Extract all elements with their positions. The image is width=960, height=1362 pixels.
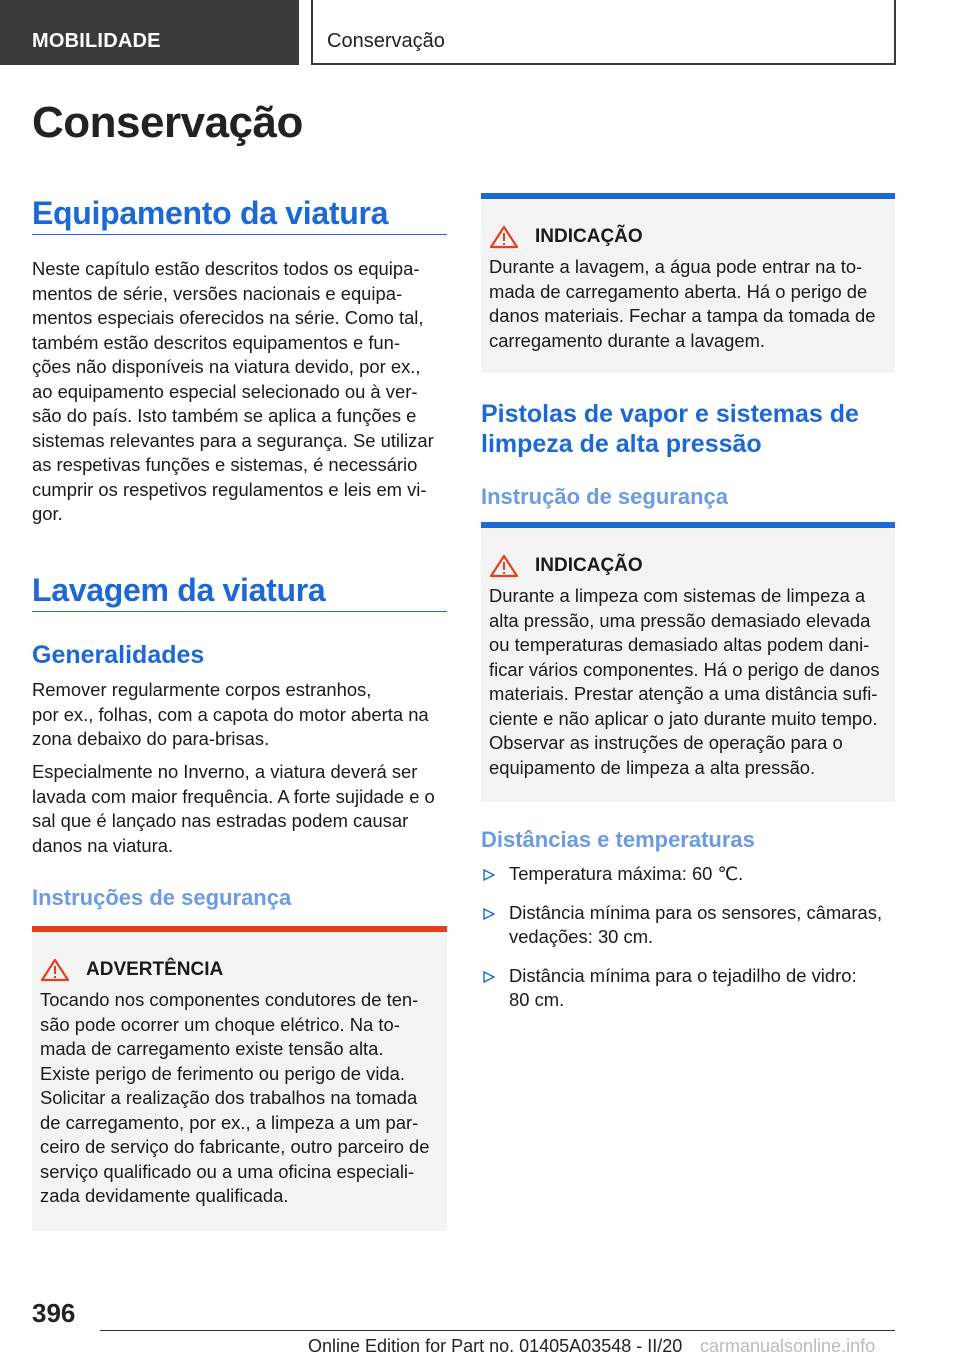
list-item: Distância mínima para o tejadilho de vidro: 80 cm.	[481, 964, 895, 1013]
note-box-pressure	[481, 522, 895, 802]
note-title: INDICAÇÃO	[535, 226, 643, 247]
footer-rule	[100, 1330, 895, 1331]
page-number: 396	[32, 1298, 76, 1328]
warning-text: Tocando nos componentes condutores de ten- são pode ocorrer um choque elétrico. Na to- mada de carregamento existe tensão alta. Existe perigo de ferimento ou perigo de vida. Solicitar a realização dos trabalhos na tomada de carregamento, por ex., a limpeza a um par- ceiro de serviço do fabricante, outro parceiro de serviço qualificado ou a uma oficina especiali- zada devidamente qualificada.	[40, 989, 430, 1206]
header-section-label: MOBILIDADE	[0, 0, 299, 65]
heading-equipment: Equipamento da viatura	[32, 195, 389, 231]
note-text: Durante a lavagem, a água pode entrar na to- mada de carregamento aberta. Há o perigo de danos materiais. Fechar a tampa da tomada de carregamento durante a lavagem.	[489, 256, 876, 351]
warning-triangle-icon	[489, 225, 519, 249]
heading-safety-instructions: Instruções de segurança	[32, 885, 292, 910]
paragraph-general-2: Especialmente no Inverno, a viatura deverá ser lavada com maior frequência. A forte sujidade e o sal que é lançado nas estradas podem causar danos na viatura.	[32, 761, 435, 856]
list-item: Temperatura máxima: 60 ℃.	[481, 862, 895, 887]
heading-distances: Distâncias e temperaturas	[481, 827, 755, 852]
heading-safety-instruction: Instrução de segurança	[481, 484, 728, 509]
footer-edition: Online Edition for Part no. 01405A03548 - II/20	[308, 1336, 683, 1356]
warning-box	[32, 926, 447, 1231]
warning-triangle-icon	[489, 554, 519, 578]
heading-rule	[32, 234, 447, 235]
bullet-triangle-icon	[483, 869, 495, 881]
paragraph-equipment: Neste capítulo estão descritos todos os equipa- mentos de série, versões nacionais e equipa- mentos especiais oferecidos na série. Como tal, também estão descritos equipamentos e fun- ções não disponíveis na viatura devido, por ex., ao equipamento especial selecionado ou à ver- são do país. Isto também se aplica a funções e sistemas relevantes para a segurança. Se utilizar as respetivas funções e sistemas, é necessário cumprir os respetivos regulamentos e leis em vi- gor.	[32, 258, 434, 524]
heading-general: Generalidades	[32, 641, 205, 669]
bullet-triangle-icon	[483, 908, 495, 920]
list-item: Distância mínima para os sensores, câmaras, vedações: 30 cm.	[481, 901, 895, 950]
heading-washing: Lavagem da viatura	[32, 572, 326, 608]
warning-title: ADVERTÊNCIA	[86, 959, 224, 980]
page-title: Conservação	[32, 98, 303, 147]
warning-triangle-icon	[40, 958, 70, 982]
note-text: Durante a limpeza com sistemas de limpeza a alta pressão, uma pressão demasiado elevada ou temperaturas demasiado altas podem dani- ficar vários componentes. Há o perigo de danos materiais. Prestar atenção a uma distância sufi- ciente e não aplicar o jato durante muito tempo. Observar as instruções de operação para o equipamento de limpeza a alta pressão.	[489, 585, 880, 778]
heading-steam-cleaners: Pistolas de vapor e sistemas de limpeza de alta pressão	[481, 400, 859, 458]
watermark: carmanualsonline.info	[700, 1336, 876, 1356]
note-box-washing	[481, 193, 895, 373]
heading-rule	[32, 611, 447, 612]
note-title: INDICAÇÃO	[535, 555, 643, 576]
paragraph-general-1: Remover regularmente corpos estranhos, por ex., folhas, com a capota do motor aberta na zona debaixo do para-brisas.	[32, 679, 429, 749]
header-chapter-label: Conservação	[311, 0, 896, 65]
bullet-triangle-icon	[483, 971, 495, 983]
distances-list	[481, 862, 895, 1027]
